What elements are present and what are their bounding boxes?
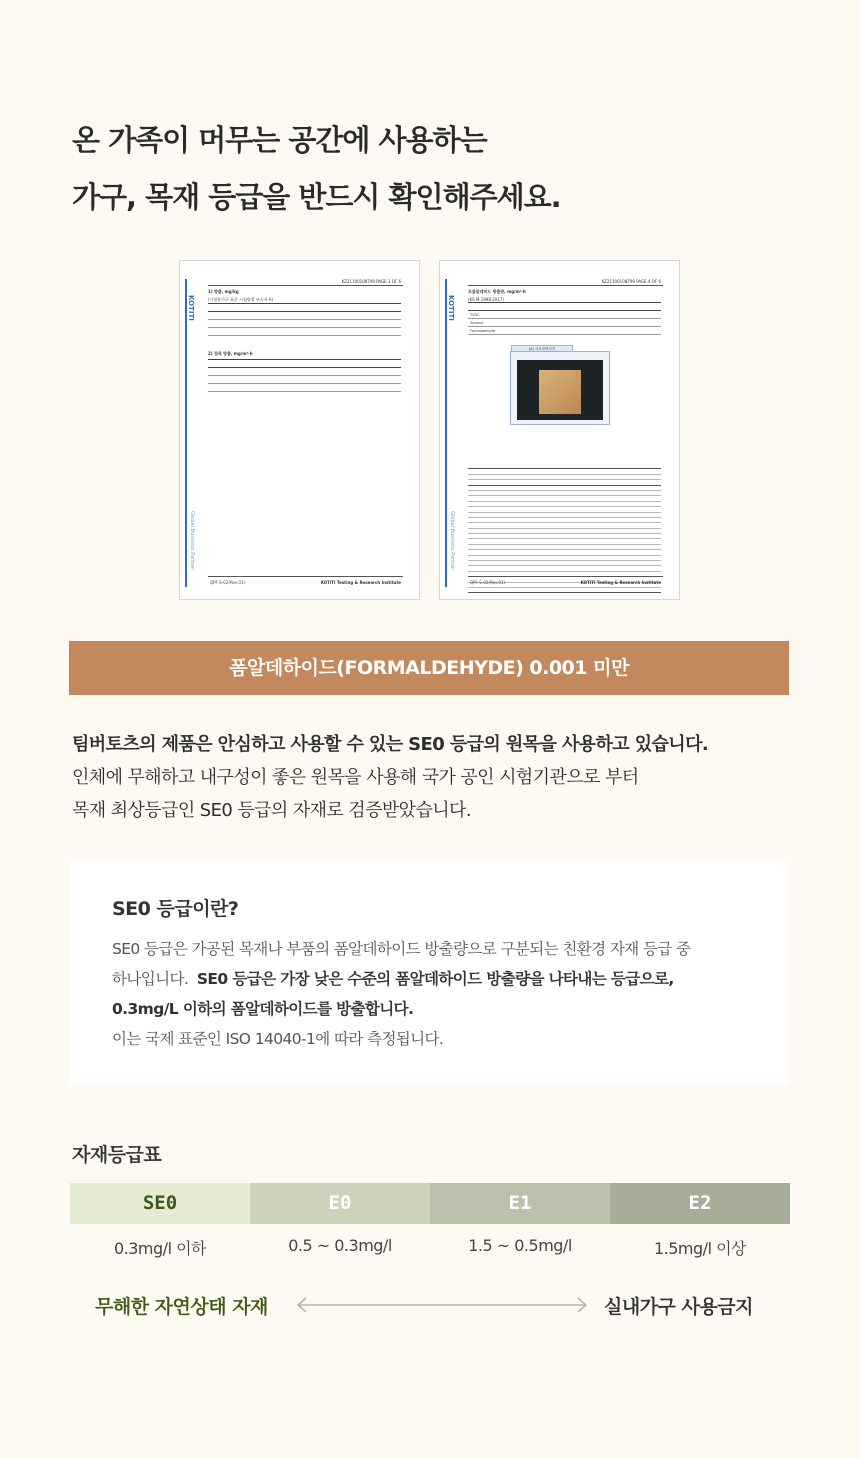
- se0-explanation: [112, 934, 690, 1054]
- report-header: KZ21100108799 PAGE 3 OF 6: [341, 279, 401, 284]
- report-header-rule: [208, 285, 403, 286]
- report-footer-code: QPF-S-02(Rev.01): [210, 580, 245, 585]
- scale-left-label: 무해한 자연상태 자재: [95, 1296, 268, 1318]
- report-section-subtitle: (KS M 1998:2017): [468, 297, 504, 302]
- grade-label: E2: [610, 1183, 790, 1224]
- test-report-page-2: [439, 260, 680, 600]
- report-section-title: 1) 방출, mg/kg: [208, 289, 239, 294]
- report-table: [208, 359, 401, 392]
- report-section-1: [468, 289, 661, 335]
- report-conditions-table: [468, 464, 661, 593]
- report-side-bar: [185, 279, 187, 587]
- description-line-1: 팀버토츠의 제품은 안심하고 사용할 수 있는 SE0 등급의 원목을 사용하고 있습니다.: [72, 734, 709, 755]
- report-section-2: [208, 351, 401, 392]
- info-line-2-bold: SE0 등급은 가장 낮은 수준의 폼알데하이드 방출량을 나타내는 등급으로,: [196, 970, 674, 988]
- report-row-label: TVOC: [468, 311, 619, 319]
- report-table: [468, 302, 661, 335]
- sample-photo: [510, 347, 610, 425]
- se0-question: SE0 등급이란?: [112, 898, 239, 920]
- report-row-label: Formaldehyde: [468, 327, 619, 335]
- report-table: [208, 303, 401, 336]
- report-side-text: Global Business Partner: [189, 511, 195, 571]
- report-header-rule: [468, 285, 663, 286]
- report-section-title: 포름알데히드 방출량, mg/m²·h: [468, 289, 526, 294]
- report-footer-institute: KOTITI Testing & Research Institute: [320, 580, 401, 585]
- report-section-title: 2) 접촉 방출, mg/m²·h: [208, 351, 253, 356]
- report-footer-rule: [468, 576, 663, 577]
- grade-table: [70, 1183, 790, 1259]
- grade-value: 0.5 ~ 0.3mg/l: [288, 1236, 392, 1255]
- grade-label: SE0: [70, 1183, 250, 1224]
- report-side-bar: [445, 279, 447, 587]
- description-line-2: 인체에 무해하고 내구성이 좋은 원목을 사용해 국가 공인 시험기관으로 부터: [72, 767, 639, 788]
- report-section-1: [208, 289, 401, 336]
- grade-label: E0: [250, 1183, 430, 1224]
- headline: [72, 112, 561, 226]
- info-line-3-bold: 0.3mg/L 이하의 폼알데하이드를 방출합니다.: [112, 1000, 414, 1018]
- report-row-label: Toluene: [468, 319, 619, 327]
- wood-sample-image: [539, 370, 581, 414]
- headline-line-1: 온 가족이 머무는 공간에 사용하는: [72, 123, 487, 157]
- scale-right-label: 실내가구 사용금지: [604, 1296, 753, 1318]
- double-arrow-icon: [294, 1296, 590, 1314]
- description-line-3: 목재 최상등급인 SE0 등급의 자재로 검증받았습니다.: [72, 800, 471, 821]
- sample-photo-caption: (A) 시료전면사진: [511, 345, 573, 352]
- grade-value: 1.5 ~ 0.5mg/l: [468, 1236, 572, 1255]
- report-header: KZ21100108799 PAGE 4 OF 6: [601, 279, 661, 284]
- info-line-2-plain: 하나입니다.: [112, 970, 189, 988]
- grade-column-e1: [430, 1183, 610, 1259]
- grade-label: E1: [430, 1183, 610, 1224]
- grade-column-e2: [610, 1183, 790, 1259]
- grade-column-se0: [70, 1183, 250, 1259]
- kotiti-logo: KOTITI: [187, 295, 195, 321]
- info-line-1: SE0 등급은 가공된 목재나 부품의 폼알데하이드 방출량으로 구분되는 친환경 자재 등급 중: [112, 940, 691, 958]
- report-footer-code: QPF-S-02(Rev.01): [470, 580, 505, 585]
- report-footer-institute: KOTITI Testing & Research Institute: [580, 580, 661, 585]
- report-footer-rule: [208, 576, 403, 577]
- grade-value: 0.3mg/l 이하: [113, 1239, 207, 1258]
- product-description: [72, 728, 708, 827]
- grade-value: 1.5mg/l 이상: [653, 1239, 747, 1258]
- grade-table-title: 자재등급표: [72, 1144, 162, 1166]
- se0-info-box: [70, 862, 789, 1084]
- test-report-page-1: [179, 260, 420, 600]
- info-line-4: 이는 국제 표준인 ISO 14040-1에 따라 측정됩니다.: [112, 1030, 444, 1048]
- grade-column-e0: [250, 1183, 430, 1259]
- formaldehyde-result-banner: 폼알데하이드(FORMALDEHYDE) 0.001 미만: [69, 641, 789, 695]
- headline-line-2: 가구, 목재 등급을 반드시 확인해주세요.: [72, 180, 561, 214]
- kotiti-logo: KOTITI: [447, 295, 455, 321]
- report-section-subtitle: (가정용가구 표준 시험방법 부속서 A): [208, 297, 274, 302]
- report-side-text: Global Business Partner: [449, 511, 455, 571]
